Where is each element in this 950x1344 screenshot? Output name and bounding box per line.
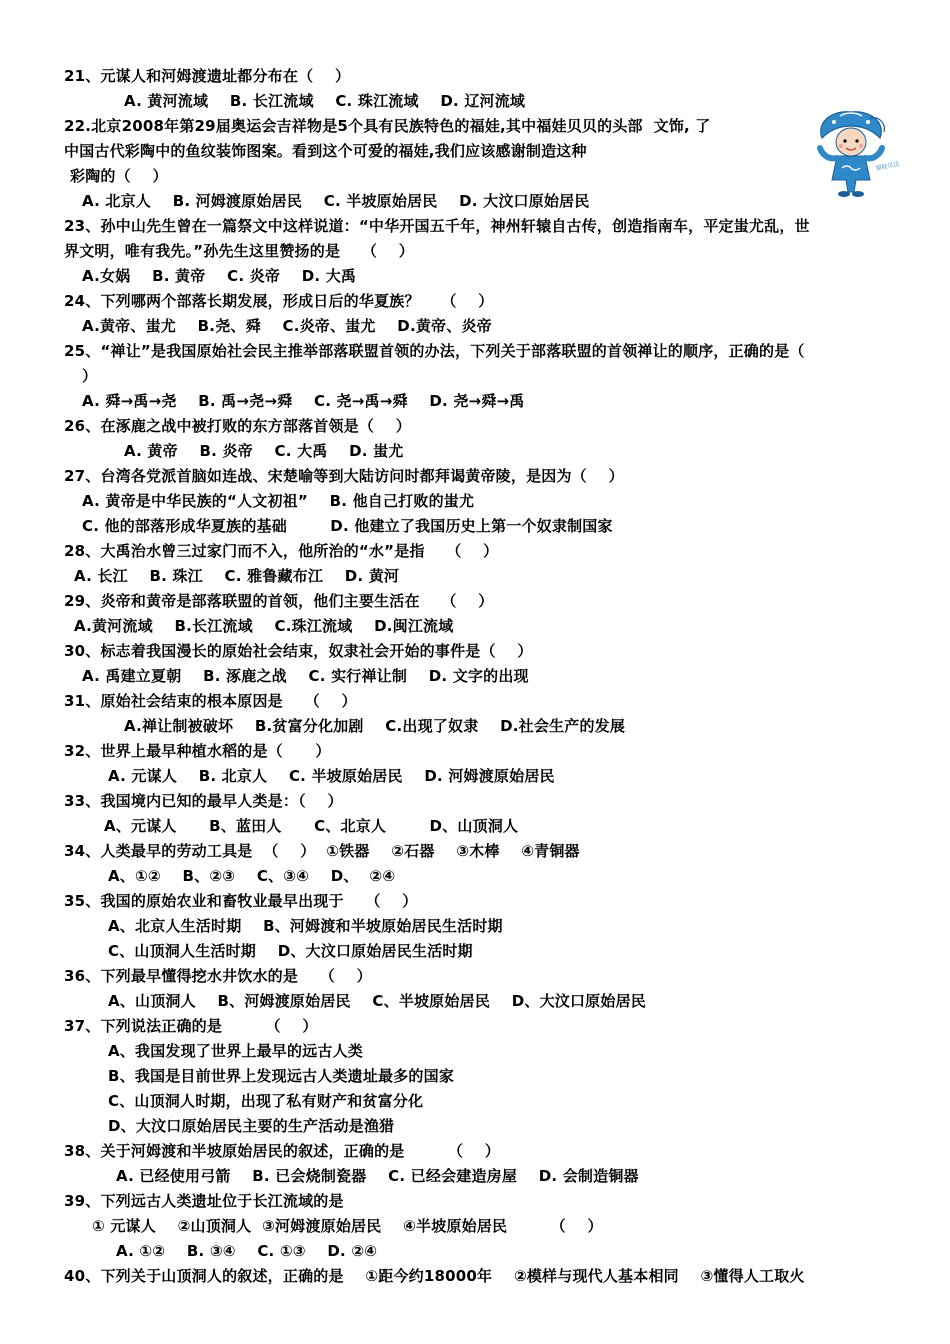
question-23-cont: 界文明，唯有我先。”孙先生这里赞扬的是 （ ） [64, 242, 414, 260]
question-23-options: A.女娲 B. 黄帝 C. 炎帝 D. 大禹 [82, 267, 357, 285]
question-37-option-a: A、我国发现了世界上最早的远古人类 [108, 1042, 364, 1060]
question-33-options: A、元谋人 B、蓝田人 C、北京人 D、山顶洞人 [104, 817, 519, 835]
question-23: 23、孙中山先生曾在一篇祭文中这样说道：“中华开国五千年，神州轩辕自古传，创造指南车，平定蚩尤乱，世 [64, 217, 810, 235]
question-28: 28、大禹治水曾三过家门而不入，他所治的“水”是指 （ ） [64, 542, 499, 560]
question-21-options: A. 黄河流域 B. 长江流域 C. 珠江流域 D. 辽河流域 [124, 92, 526, 110]
question-30: 30、标志着我国漫长的原始社会结束，奴隶社会开始的事件是（ ） [64, 642, 533, 660]
question-22-options: A. 北京人 B. 河姆渡原始居民 C. 半坡原始居民 D. 大汶口原始居民 [82, 192, 590, 210]
mascot-body [832, 156, 870, 192]
question-26: 26、在涿鹿之战中被打败的东方部落首领是（ ） [64, 417, 411, 435]
question-33: 33、我国境内已知的最早人类是：（ ） [64, 792, 343, 810]
mascot-face [836, 128, 866, 156]
question-34: 34、人类最早的劳动工具是 （ ） ①铁器 ②石器 ③木棒 ④青铜器 [64, 842, 580, 860]
question-24-options: A.黄帝、蚩尤 B.尧、舜 C.炎帝、蚩尤 D.黄帝、炎帝 [82, 317, 492, 335]
question-31: 31、原始社会结束的根本原因是 （ ） [64, 692, 357, 710]
question-38-options: A. 已经使用弓箭 B. 已会烧制瓷器 C. 已经会建造房屋 D. 会制造铜器 [116, 1167, 639, 1185]
question-22-cont2: 彩陶的（ ） [70, 167, 168, 185]
question-29-options: A.黄河流域 B.长江流域 C.珠江流域 D.闽江流域 [74, 617, 454, 635]
question-27: 27、台湾各党派首脑如连战、宋楚喻等到大陆访问时都拜谒黄帝陵，是因为（ ） [64, 467, 624, 485]
question-29: 29、炎帝和黄帝是部落联盟的首领，他们主要生活在 （ ） [64, 592, 494, 610]
question-35-options-ab: A、北京人生活时期 B、河姆渡和半坡原始居民生活时期 [108, 917, 503, 935]
question-25: 25、“禅让”是我国原始社会民主推举部落联盟首领的办法，下列关于部落联盟的首领禅让的顺序，正确的是（ [64, 342, 805, 360]
question-32-options: A. 元谋人 B. 北京人 C. 半坡原始居民 D. 河姆渡原始居民 [108, 767, 555, 785]
question-32: 32、世界上最早种植水稻的是（ ） [64, 742, 331, 760]
question-40: 40、下列关于山顶洞人的叙述，正确的是 ①距今约18000年 ②模样与现代人基本相同 ③懂得人工取火 [64, 1267, 805, 1285]
question-27-options-ab: A. 黄帝是中华民族的“人文初祖” B. 他自己打败的蚩尤 [82, 492, 475, 510]
question-36-options: A、山顶洞人 B、河姆渡原始居民 C、半坡原始居民 D、大汶口原始居民 [108, 992, 646, 1010]
question-39-items: ① 元谋人 ②山顶洞人 ③河姆渡原始居民 ④半坡原始居民 （ ） [92, 1217, 603, 1235]
question-21: 21、元谋人和河姆渡遗址都分布在（ ） [64, 67, 351, 85]
question-34-options: A、①② B、②③ C、③④ D、 ②④ [108, 867, 396, 885]
question-37-option-b: B、我国是目前世界上发现远古人类遗址最多的国家 [108, 1067, 455, 1085]
question-30-options: A. 禹建立夏朝 B. 涿鹿之战 C. 实行禅让制 D. 文字的出现 [82, 667, 529, 685]
question-39: 39、下列远古人类遗址位于长江流域的是 [64, 1192, 344, 1210]
fuwa-beibei-mascot-image [810, 108, 900, 200]
question-37-option-c: C、山顶洞人时期，出现了私有财产和贫富分化 [108, 1092, 424, 1110]
question-25-options: A. 舜→禹→尧 B. 禹→尧→舜 C. 尧→禹→舜 D. 尧→舜→禹 [82, 392, 525, 410]
question-37-option-d: D、大汶口原始居民主要的生产活动是渔猎 [108, 1117, 395, 1135]
question-22-cont: 中国古代彩陶中的鱼纹装饰图案。看到这个可爱的福娃,我们应该感谢制造这种 [64, 142, 587, 160]
question-27-options-cd: C. 他的部落形成华夏族的基础 D. 他建立了我国历史上第一个奴隶制国家 [82, 517, 613, 535]
question-22: 22.北京2008年第29届奥运会吉祥物是5个具有民族特色的福娃,其中福娃贝贝的头部 文饰, 了 [64, 117, 711, 135]
question-39-options: A. ①② B. ③④ C. ①③ D. ②④ [116, 1242, 378, 1260]
question-24: 24、下列哪两个部落长期发展，形成日后的华夏族？ （ ） [64, 292, 494, 310]
question-26-options: A. 黄帝 B. 炎帝 C. 大禹 D. 蚩尤 [124, 442, 404, 460]
question-38: 38、关于河姆渡和半坡原始居民的叙述，正确的是 （ ） [64, 1142, 500, 1160]
question-31-options: A.禅让制被破坏 B.贫富分化加剧 C.出现了奴隶 D.社会生产的发展 [124, 717, 626, 735]
mascot-caption: 福娃贝贝 [875, 160, 900, 172]
question-37: 37、下列说法正确的是 （ ） [64, 1017, 318, 1035]
question-36: 36、下列最早懂得挖水井饮水的是 （ ） [64, 967, 372, 985]
question-35: 35、我国的原始农业和畜牧业最早出现于 （ ） [64, 892, 418, 910]
question-25-cont: ） [82, 367, 98, 385]
question-35-options-cd: C、山顶洞人生活时期 D、大汶口原始居民生活时期 [108, 942, 473, 960]
question-28-options: A. 长江 B. 珠江 C. 雅鲁藏布江 D. 黄河 [74, 567, 400, 585]
